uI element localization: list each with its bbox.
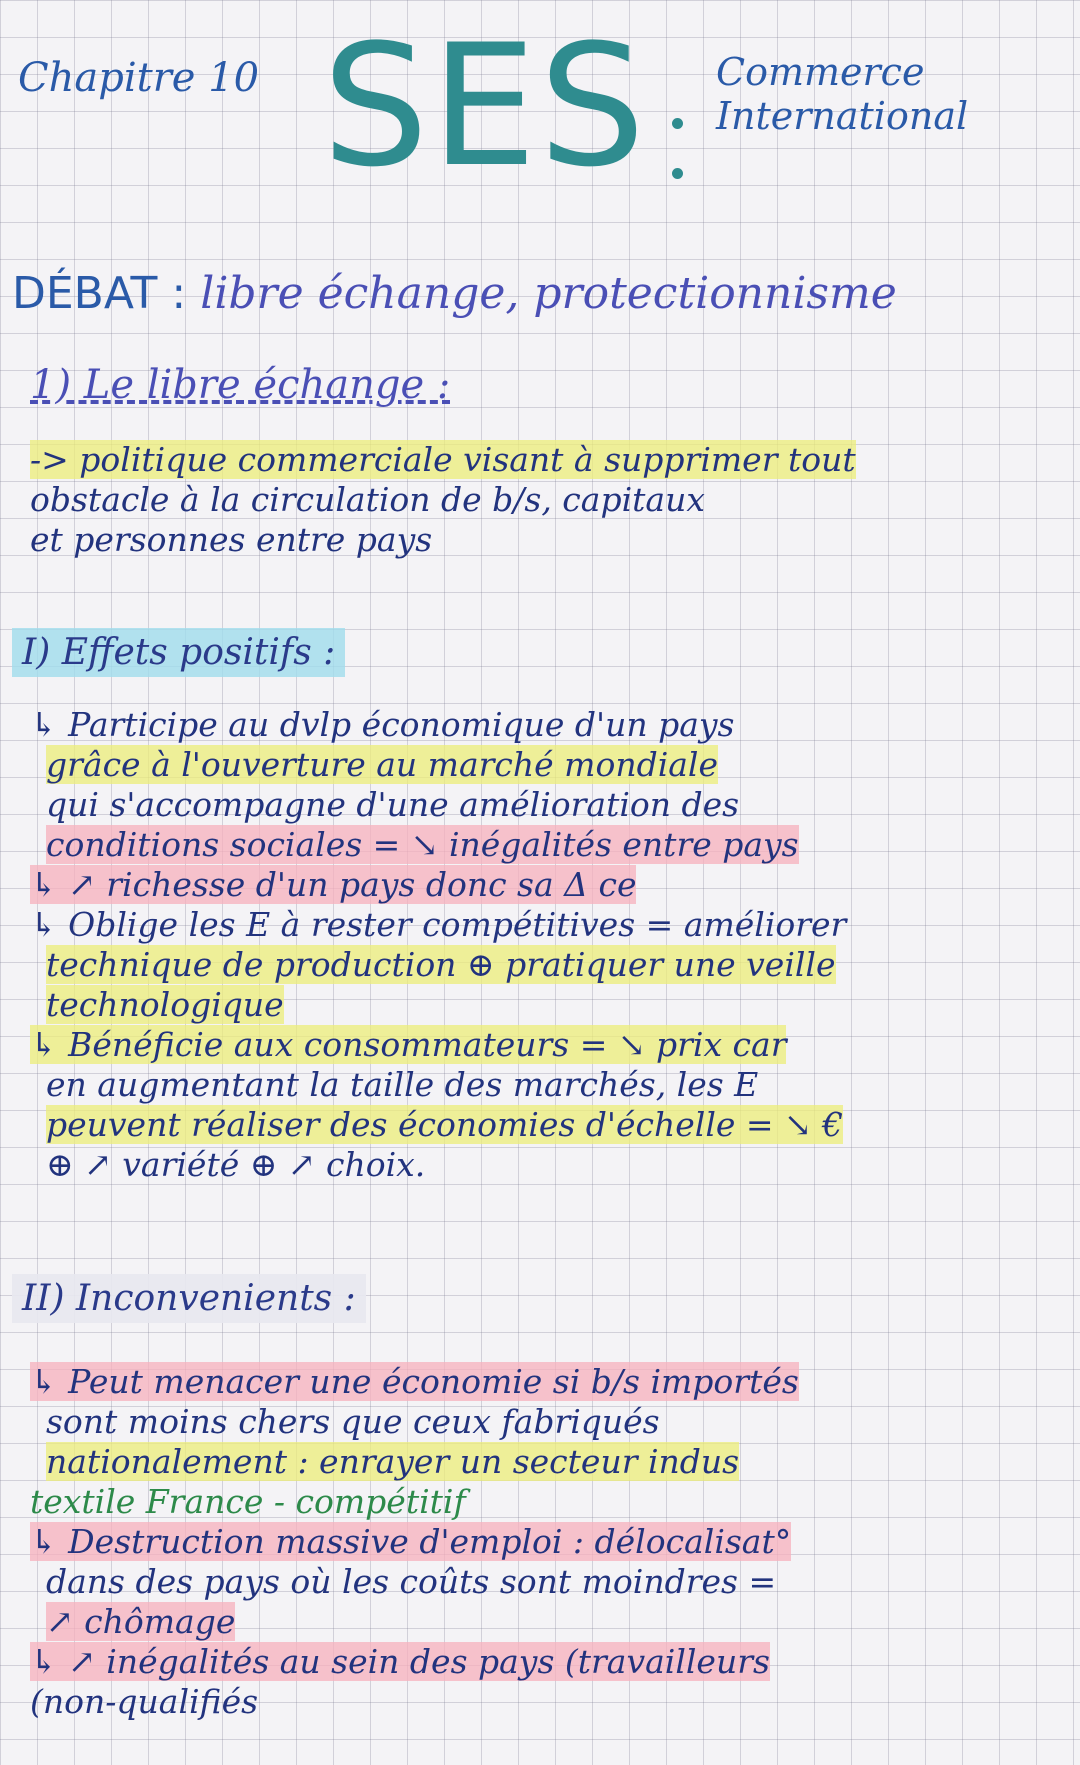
positives-line: grâce à l'ouverture au marché mondiale [46, 745, 719, 784]
negatives-line: sont moins chers que ceux fabriqués [46, 1402, 660, 1441]
positives-line: peuvent réaliser des économies d'échelle = ↘ € [46, 1105, 844, 1144]
negatives-line: (non-qualifiés [30, 1682, 259, 1721]
positives-line: ↳ Bénéficie aux consommateurs = ↘ prix car [30, 1025, 787, 1064]
debat-topic: libre échange, protectionnisme [200, 268, 897, 319]
definition-line-3: et personnes entre pays [30, 520, 433, 559]
positives-line: ↳ Oblige les E à rester compétitives = améliorer [30, 905, 847, 944]
subtitle [716, 50, 968, 138]
negatives-line: ↗ chômage [46, 1602, 236, 1641]
positives-line: ⊕ ↗ variété ⊕ ↗ choix. [46, 1145, 426, 1184]
subtitle-line-2: International [716, 94, 969, 138]
chapter-label: Chapitre 10 [18, 55, 260, 101]
negatives-list [30, 1362, 1050, 1722]
definition-line-1: -> politique commerciale visant à supprimer tout [30, 440, 856, 479]
positives-line: technologique [46, 985, 284, 1024]
title-colon [672, 118, 686, 190]
debat-line [12, 268, 897, 319]
negatives-line: nationalement : enrayer un secteur indus [46, 1442, 740, 1481]
negatives-line: ↳ Peut menacer une économie si b/s importés [30, 1362, 799, 1401]
negatives-line: dans des pays où les coûts sont moindres = [46, 1562, 777, 1601]
page-title: SES [322, 8, 648, 204]
positives-line: ↳ Participe au dvlp économique d'un pays [30, 705, 735, 744]
positives-line: ↳ ↗ richesse d'un pays donc sa Δ ce [30, 865, 637, 904]
debat-label: DÉBAT : [12, 268, 187, 319]
positives-list [30, 705, 1050, 1185]
definition-line-2: obstacle à la circulation de b/s, capitaux [30, 480, 705, 519]
negatives-line: ↳ ↗ inégalités au sein des pays (travailleurs [30, 1642, 770, 1681]
subtitle-line-1: Commerce [716, 50, 925, 94]
positives-line: qui s'accompagne d'une amélioration des [46, 785, 740, 824]
positives-line: en augmentant la taille des marchés, les E [46, 1065, 759, 1104]
negatives-line: textile France - compétitif [30, 1482, 466, 1521]
positives-line: technique de production ⊕ pratiquer une veille [46, 945, 836, 984]
positives-heading: I) Effets positifs : [12, 628, 345, 677]
definition [30, 440, 1050, 560]
positives-line: conditions sociales = ↘ inégalités entre pays [46, 825, 799, 864]
negatives-line: ↳ Destruction massive d'emploi : délocalisat° [30, 1522, 792, 1561]
negatives-heading: II) Inconvenients : [12, 1274, 366, 1323]
section-1-title: 1) Le libre échange : [30, 362, 451, 408]
